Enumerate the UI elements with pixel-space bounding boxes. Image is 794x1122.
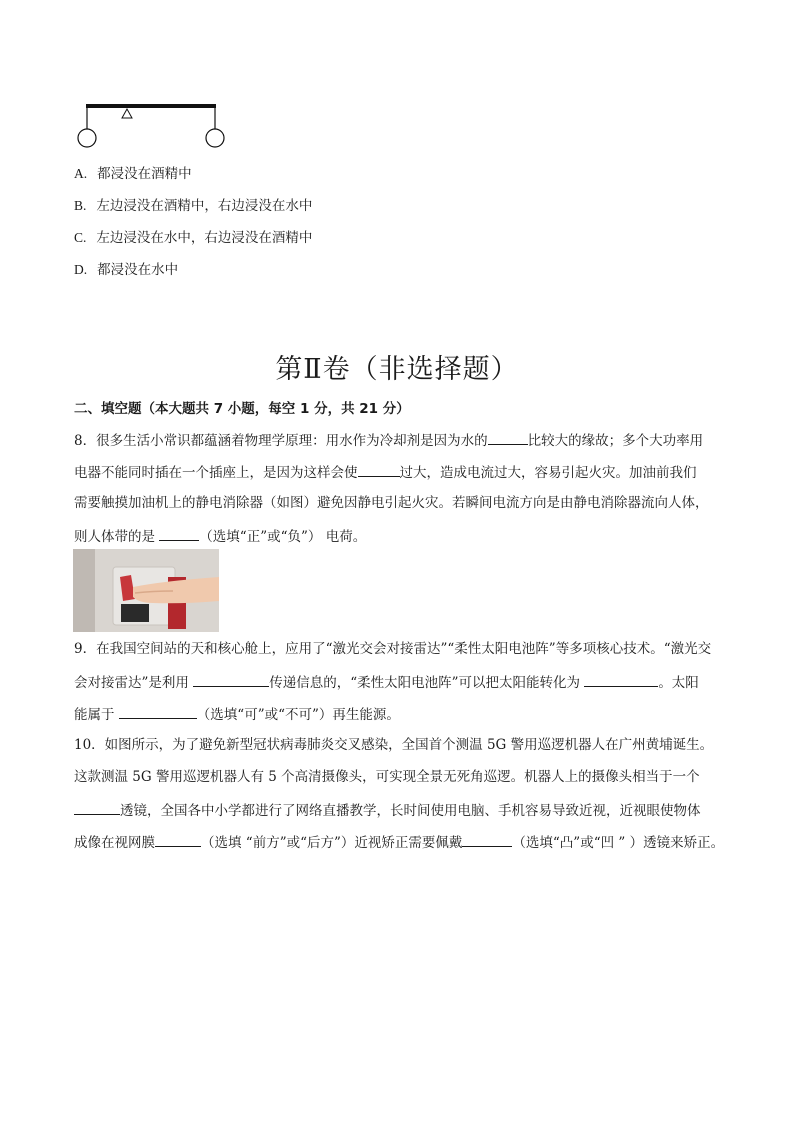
q9-text: 能属于 (74, 707, 119, 723)
q9-text: 。太阳 (658, 675, 699, 691)
q9-text: 传递信息的，“柔性太阳电池阵”可以把太阳能转化为 (269, 675, 585, 691)
option-letter: C. (74, 230, 87, 245)
q9-line-3 (74, 704, 400, 724)
option-text: 左边浸没在酒精中，右边浸没在水中 (96, 198, 313, 214)
option-text: 都浸没在水中 (97, 262, 179, 278)
pump-edge (73, 549, 95, 632)
q10-line-1: 10．如图所示，为了避免新型冠状病毒肺炎交叉感染，全国首个测温 5G 警用巡逻机器人在广州黄埔诞生。 (74, 737, 714, 753)
q8-text: 8．很多生活小常识都蕴涵着物理学原理：用水作为冷却剂是因为水的 (74, 433, 488, 449)
black-pad (121, 604, 149, 622)
answer-blank[interactable] (358, 462, 400, 477)
q10-line-2: 这款测温 5G 警用巡逻机器人有 5 个高清摄像头，可实现全景无死角巡逻。机器人上的摄像头相当于一个 (74, 769, 700, 785)
q8-line-1 (74, 430, 703, 450)
q8-text: 则人体带的是 (74, 529, 160, 545)
q10-line-3 (74, 800, 701, 820)
q8-text: 比较大的缘故；多个大功率用 (527, 433, 704, 449)
q9-text: 会对接雷达”是利用 (74, 675, 194, 691)
balance-beam (86, 104, 216, 108)
answer-blank[interactable] (155, 832, 201, 847)
static-eliminator-photo (73, 549, 219, 632)
answer-blank[interactable] (584, 672, 658, 687)
option-text: 左边浸没在水中，右边浸没在酒精中 (96, 230, 313, 246)
q10-line-4 (74, 832, 724, 852)
option-text: 都浸没在酒精中 (97, 166, 192, 182)
q10-text: （选填“凸”或“凹 ” ）透镜来矫正。 (512, 835, 725, 851)
q9-text: （选填“可”或“不可”）再生能源。 (196, 707, 400, 723)
q10-text: 透镜，全国各中小学都进行了网络直播教学，长时间使用电脑、手机容易导致近视，近视眼使物体 (120, 803, 701, 819)
balance-diagram (70, 96, 230, 156)
option-d (74, 261, 178, 279)
option-letter: A. (74, 166, 88, 181)
q8-text: （选填“正”或“负”） 电荷。 (199, 529, 367, 545)
answer-blank[interactable] (119, 704, 197, 719)
answer-blank[interactable] (159, 526, 199, 541)
option-letter: B. (74, 198, 87, 213)
answer-blank[interactable] (193, 672, 269, 687)
q9-line-2 (74, 672, 699, 692)
option-letter: D. (74, 262, 88, 277)
option-b (74, 197, 312, 215)
section-title: 第Ⅱ卷（非选择题） (275, 354, 519, 385)
option-c (74, 229, 312, 247)
answer-blank[interactable] (74, 800, 120, 815)
q8-text: 过大，造成电流过大，容易引起火灾。加油前我们 (399, 465, 697, 481)
q8-text: 电器不能同时插在一个插座上，是因为这样会使 (74, 465, 358, 481)
q10-text: 成像在视网膜 (74, 835, 155, 851)
q8-line-4 (74, 526, 366, 546)
q9-line-1: 9．在我国空间站的天和核心舱上，应用了“激光交会对接雷达”“柔性太阳电池阵”等多项核心技术。“激光交 (74, 641, 712, 657)
q10-text: （选填 “前方”或“后方”）近视矫正需要佩戴 (201, 835, 463, 851)
fulcrum-triangle (122, 109, 132, 118)
option-a (74, 165, 192, 183)
q8-line-2 (74, 462, 697, 482)
right-ball (206, 129, 224, 147)
section-heading: 二、填空题（本大题共 7 小题，每空 1 分，共 21 分） (74, 401, 410, 417)
q8-line-3: 需要触摸加油机上的静电消除器（如图）避免因静电引起火灾。若瞬间电流方向是由静电消除器流向人体， (74, 495, 709, 511)
left-ball (78, 129, 96, 147)
answer-blank[interactable] (488, 430, 528, 445)
answer-blank[interactable] (462, 832, 512, 847)
